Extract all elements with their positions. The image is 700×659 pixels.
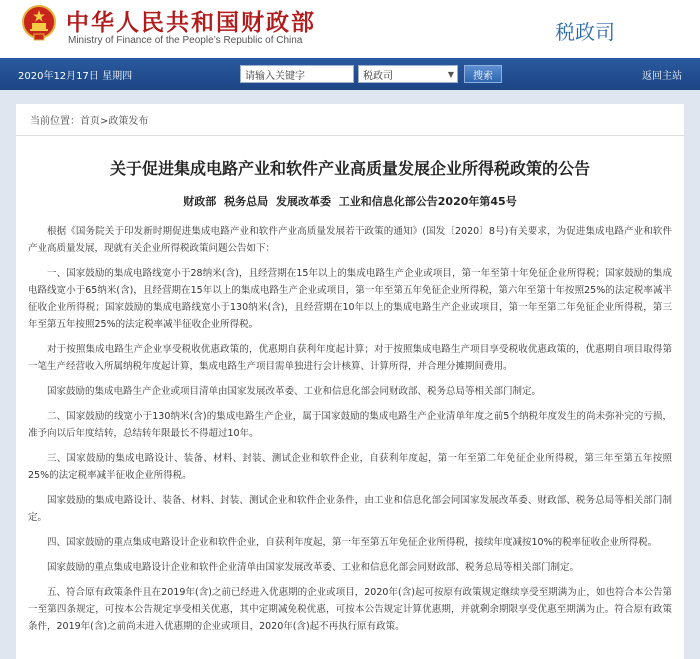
section-name: 税政司 <box>555 20 615 44</box>
breadcrumb <box>16 104 684 136</box>
article-paragraph: 对于按照集成电路生产企业享受税收优惠政策的，优惠期自获利年度起计算；对于按照集成电路生产项目享受税收优惠政策的，优惠期自项目取得第一笔生产经营收入所属纳税年度起计算，集成电路生产项目需单独进行会计核算、计算所得，并合理分摊期间费用。 <box>28 344 672 372</box>
article-paragraph: 国家鼓励的集成电路设计、装备、材料、封装、测试企业和软件企业条件，由工业和信息化部会同国家发展改革委、财政部、税务总局等相关部门制定。 <box>28 495 672 523</box>
article-paragraph: 五、符合原有政策条件且在2019年(含)之前已经进入优惠期的企业或项目，2020年(含)起可按原有政策规定继续享受至期满为止，如也符合本公告第一至第四条规定，可按本公告规定享受相关优惠，其中定期减免税优惠，可按本公告规定计算优惠期，并就剩余期限享受优惠至期满为止。符合原有政策条件，2019年(含)之前尚未进入优惠期的企业或项目，2020年(含)起不再执行原有政策。 <box>28 587 672 632</box>
article-body <box>16 223 684 635</box>
breadcrumb-prefix: 当前位置： <box>30 116 80 127</box>
breadcrumb-home[interactable]: 首页 <box>80 116 100 127</box>
article-paragraph: 二、国家鼓励的线宽小于130纳米(含)的集成电路生产企业，属于国家鼓励的集成电路生产企业清单年度之前5个纳税年度发生的尚未弥补完的亏损，准予向以后年度结转，总结转年限最长不得超过10年。 <box>28 411 672 439</box>
article-paragraph: 国家鼓励的重点集成电路设计企业和软件企业清单由国家发展改革委、工业和信息化部会同财政部、税务总局等相关部门制定。 <box>47 562 580 573</box>
department-select-value: 税政司 <box>363 70 393 82</box>
search-button[interactable]: 搜索 <box>464 65 502 83</box>
article-title: 关于促进集成电路产业和软件产业高质量发展企业所得税政策的公告 <box>109 159 590 178</box>
article-paragraph: 三、国家鼓励的集成电路设计、装备、材料、封装、测试企业和软件企业，自获利年度起，第一年至第二年免征企业所得税，第三年至第五年按照25%的法定税率减半征收企业所得税。 <box>28 453 672 481</box>
department-select[interactable] <box>358 65 458 83</box>
article-paragraph: 根据《国务院关于印发新时期促进集成电路产业和软件产业高质量发展若干政策的通知》(国发〔2020〕8号)有关要求，为促进集成电路产业和软件产业高质量发展，现就有关企业所得税政策问题公告如下： <box>28 226 672 254</box>
article-paragraph: 一、国家鼓励的集成电路线宽小于28纳米(含)，且经营期在15年以上的集成电路生产企业或项目，第一年至第十年免征企业所得税；国家鼓励的集成电路线宽小于65纳米(含)，且经营期在15年以上的集成电路生产企业或项目，第一年至第五年免征企业所得税，第六年至第十年按照25%的法定税率减半征收企业所得税；国家鼓励的集成电路线宽小于130纳米(含)，且经营期在10年以上的集成电路生产企业或项目，第一年至第二年免征企业所得税，第三年至第五年按照25%的法定税率减半征收企业所得税。 <box>28 268 672 330</box>
site-header <box>0 0 700 58</box>
article-paragraph: 国家鼓励的集成电路生产企业或项目清单由国家发展改革委、工业和信息化部会同财政部、税务总局等相关部门制定。 <box>47 386 542 397</box>
breadcrumb-current[interactable]: 政策发布 <box>108 116 149 127</box>
top-navbar <box>0 58 700 90</box>
article-paragraph: 四、国家鼓励的重点集成电路设计企业和软件企业，自获利年度起，第一年至第五年免征企业所得税，接续年度减按10%的税率征收企业所得税。 <box>47 537 658 548</box>
current-date: 2020年12月17日 星期四 <box>18 70 133 82</box>
chevron-down-icon: ▼ <box>447 69 454 79</box>
main-content <box>16 104 684 659</box>
search-input[interactable] <box>240 65 354 83</box>
site-subtitle: Ministry of Finance of the People’s Republic of China <box>68 35 303 46</box>
article-issuers: 财政部 税务总局 发展改革委 工业和信息化部公告2020年第45号 <box>183 195 517 208</box>
breadcrumb-separator: > <box>100 116 109 127</box>
return-home-link[interactable]: 返回主站 <box>642 70 682 82</box>
site-title[interactable]: 中华人民共和国财政部 <box>66 9 316 36</box>
national-emblem-icon[interactable] <box>22 4 56 42</box>
